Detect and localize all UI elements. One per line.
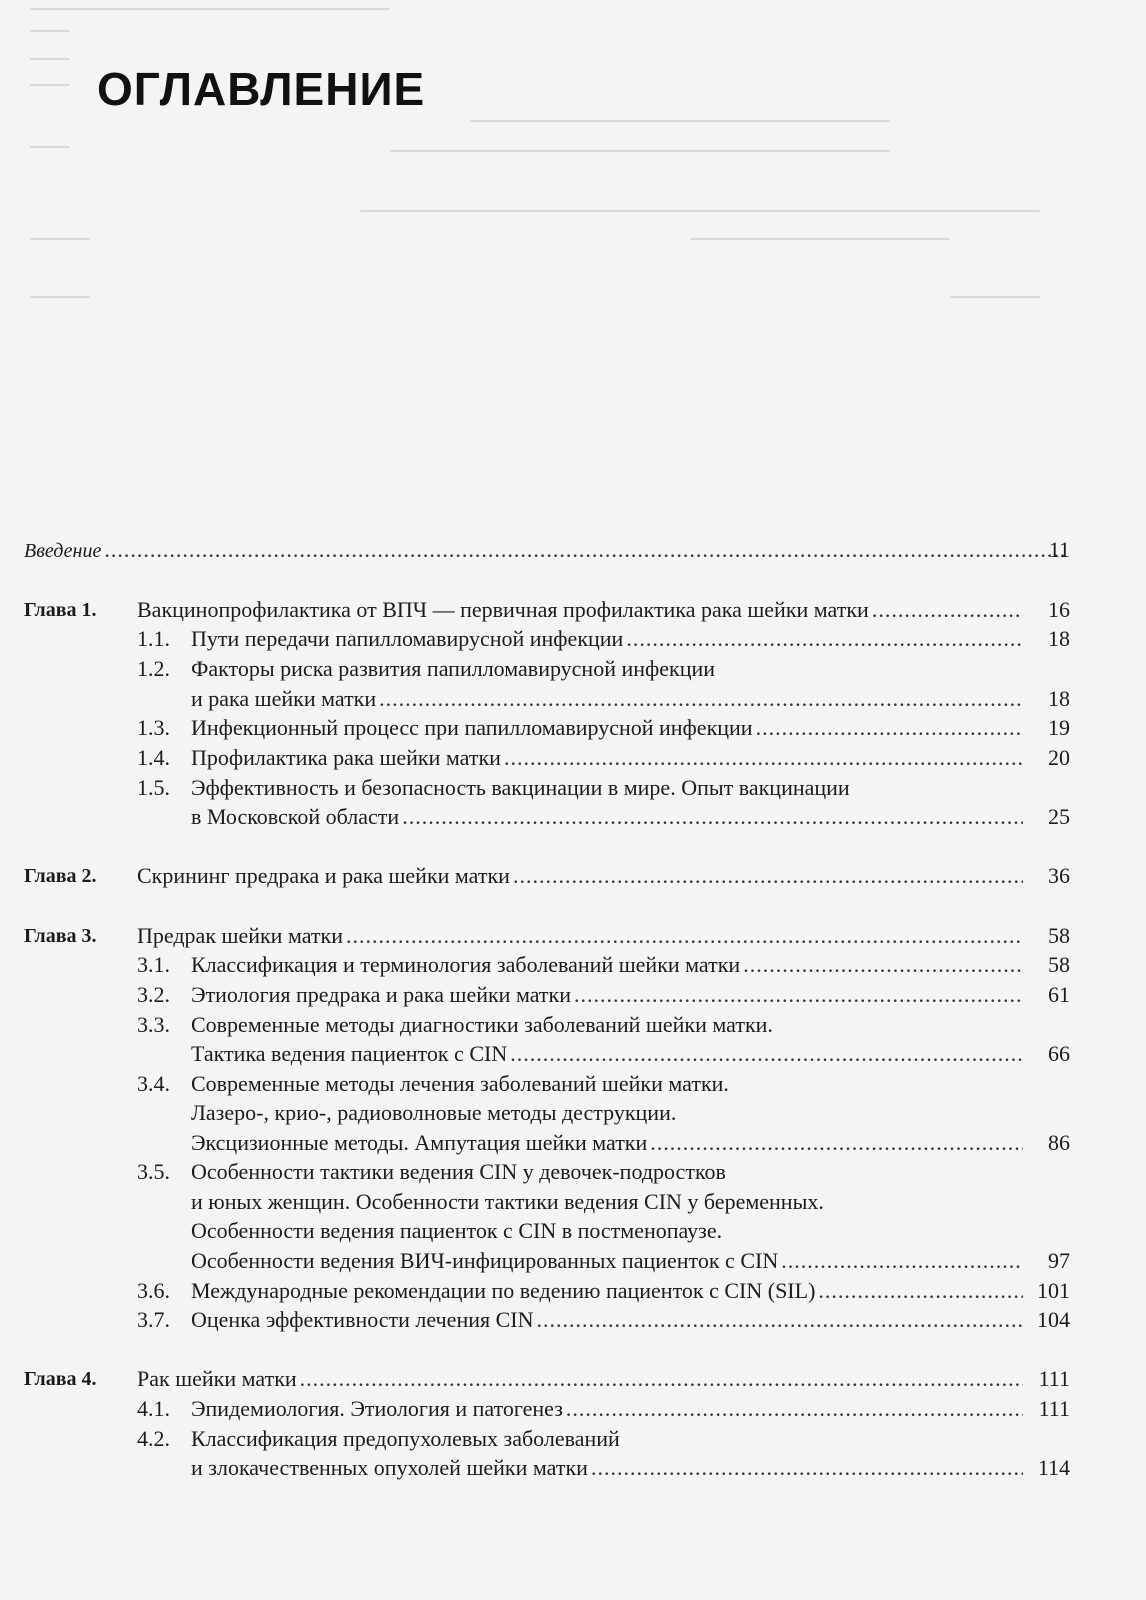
toc-section-row-cont[interactable] [0,1216,1146,1246]
dot-leader [781,1246,1023,1276]
toc-section-row-cont[interactable] [0,802,1146,832]
dot-leader [872,595,1023,625]
section-title: Современные методы лечения заболеваний шейки матки. [191,1071,729,1096]
toc-section-row[interactable] [0,743,1146,773]
toc-section-row[interactable] [0,1394,1146,1424]
section-number: 3.4. [137,1071,170,1096]
toc-chapter-row[interactable] [0,861,1146,891]
section-title-cont: Тактика ведения пациенток с CIN [191,1041,508,1066]
toc-section-row[interactable] [0,1069,1146,1099]
toc-page-number: 36 [1048,863,1070,888]
toc-page-number: 58 [1048,923,1070,948]
section-title: Профилактика рака шейки матки [191,745,501,770]
chapter-title: Рак шейки матки [137,1366,297,1391]
dot-leader [574,980,1023,1010]
toc-page-number: 18 [1048,686,1070,711]
dot-leader [104,535,1067,565]
section-title: Оценка эффективности лечения CIN [191,1307,534,1332]
chapter-title: Скрининг предрака и рака шейки матки [137,863,510,888]
section-title: Факторы риска развития папилломавирусной инфекции [191,656,716,681]
section-title-cont: и рака шейки матки [191,686,377,711]
section-title: Особенности тактики ведения CIN у девочек-подростков [191,1159,726,1184]
toc-section-row[interactable] [0,1010,1146,1040]
toc-page-number: 19 [1048,715,1070,740]
toc-page-number: 18 [1048,626,1070,651]
toc-section-row-cont[interactable] [0,1039,1146,1069]
toc-section-row[interactable] [0,1424,1146,1454]
toc-section-row[interactable] [0,950,1146,980]
toc-section-row[interactable] [0,624,1146,654]
toc-page-number: 111 [1038,1396,1070,1421]
toc-page-number: 58 [1048,952,1070,977]
toc-page-number: 101 [1037,1278,1070,1303]
toc-page-number: 111 [1038,1366,1070,1391]
toc-page-number: 104 [1037,1307,1070,1332]
toc-section-row[interactable] [0,713,1146,743]
dot-leader [510,1039,1023,1069]
toc-page-number: 16 [1048,597,1070,622]
toc-section-row[interactable] [0,1276,1146,1306]
section-title: Международные рекомендации по ведению пациенток с CIN (SIL) [191,1278,816,1303]
dot-leader [756,713,1023,743]
section-number: 3.2. [137,982,170,1007]
dot-leader [818,1276,1023,1306]
section-number: 4.2. [137,1426,170,1451]
section-number: 4.1. [137,1396,170,1421]
section-title: Современные методы диагностики заболеваний шейки матки. [191,1012,773,1037]
toc-section-row-cont[interactable] [0,1246,1146,1276]
dot-leader [566,1394,1023,1424]
section-title-cont: Особенности ведения ВИЧ-инфицированных пациенток с CIN [191,1248,779,1273]
section-number: 3.3. [137,1012,170,1037]
section-title: Этиология предрака и рака шейки матки [191,982,571,1007]
toc-page-number: 20 [1048,745,1070,770]
chapter-label: Глава 1. [24,599,97,621]
chapter-label: Глава 2. [24,865,97,887]
section-number: 1.2. [137,656,170,681]
dot-leader [743,950,1023,980]
toc-section-row-cont[interactable] [0,1128,1146,1158]
toc-section-row[interactable] [0,1305,1146,1335]
toc-intro-row[interactable] [0,535,1146,565]
toc-chapter-row[interactable] [0,1364,1146,1394]
section-number: 1.1. [137,626,170,651]
dot-leader [591,1453,1023,1483]
dot-leader [402,802,1023,832]
dot-leader [379,684,1023,714]
section-number: 1.5. [137,775,170,800]
toc-page-number: 61 [1048,982,1070,1007]
chapter-label: Глава 3. [24,925,97,947]
toc-intro-label: Введение [24,540,102,562]
chapter-label: Глава 4. [24,1368,97,1390]
section-title-cont: в Московской области [191,804,400,829]
section-title-cont: и юных женщин. Особенности тактики ведения CIN у беременных. [191,1189,824,1214]
chapter-title: Вакцинопрофилактика от ВПЧ — первичная профилактика рака шейки матки [137,597,869,622]
toc-section-row-cont[interactable] [0,1453,1146,1483]
dot-leader [513,861,1023,891]
toc-section-row[interactable] [0,1157,1146,1187]
section-title-cont: Эксцизионные методы. Ампутация шейки матки [191,1130,648,1155]
section-title: Инфекционный процесс при папилломавирусной инфекции [191,715,753,740]
toc-section-row-cont[interactable] [0,684,1146,714]
section-number: 3.7. [137,1307,170,1332]
toc-section-row[interactable] [0,980,1146,1010]
toc-page-number: 97 [1048,1248,1070,1273]
section-number: 3.5. [137,1159,170,1184]
section-title: Классификация предопухолевых заболеваний [191,1426,620,1451]
toc-page-number: 66 [1048,1041,1070,1066]
toc-section-row-cont[interactable] [0,1098,1146,1128]
page-title: ОГЛАВЛЕНИЕ [97,63,426,115]
chapter-title: Предрак шейки матки [137,923,343,948]
toc-section-row-cont[interactable] [0,1187,1146,1217]
toc-chapter-row[interactable] [0,921,1146,951]
toc-page-number: 11 [1048,537,1070,562]
dot-leader [346,921,1023,951]
dot-leader [650,1128,1023,1158]
section-number: 1.3. [137,715,170,740]
dot-leader [504,743,1023,773]
toc-section-row[interactable] [0,773,1146,803]
section-number: 1.4. [137,745,170,770]
section-title: Пути передачи папилломавирусной инфекции [191,626,624,651]
toc-page-number: 114 [1037,1455,1070,1480]
dot-leader [537,1305,1023,1335]
section-number: 3.1. [137,952,170,977]
dot-leader [300,1364,1023,1394]
dot-leader [626,624,1023,654]
section-number: 3.6. [137,1278,170,1303]
toc-chapter-row[interactable] [0,595,1146,625]
section-title-cont: Особенности ведения пациенток с CIN в постменопаузе. [191,1218,723,1243]
toc-page-number: 25 [1048,804,1070,829]
section-title-cont: и злокачественных опухолей шейки матки [191,1455,588,1480]
toc-page-number: 86 [1048,1130,1070,1155]
section-title: Эпидемиология. Этиология и патогенез [191,1396,563,1421]
toc-section-row[interactable] [0,654,1146,684]
section-title: Эффективность и безопасность вакцинации в мире. Опыт вакцинации [191,775,850,800]
section-title: Классификация и терминология заболеваний шейки матки [191,952,741,977]
section-title-cont: Лазеро-, крио-, радиоволновые методы деструкции. [191,1100,677,1125]
